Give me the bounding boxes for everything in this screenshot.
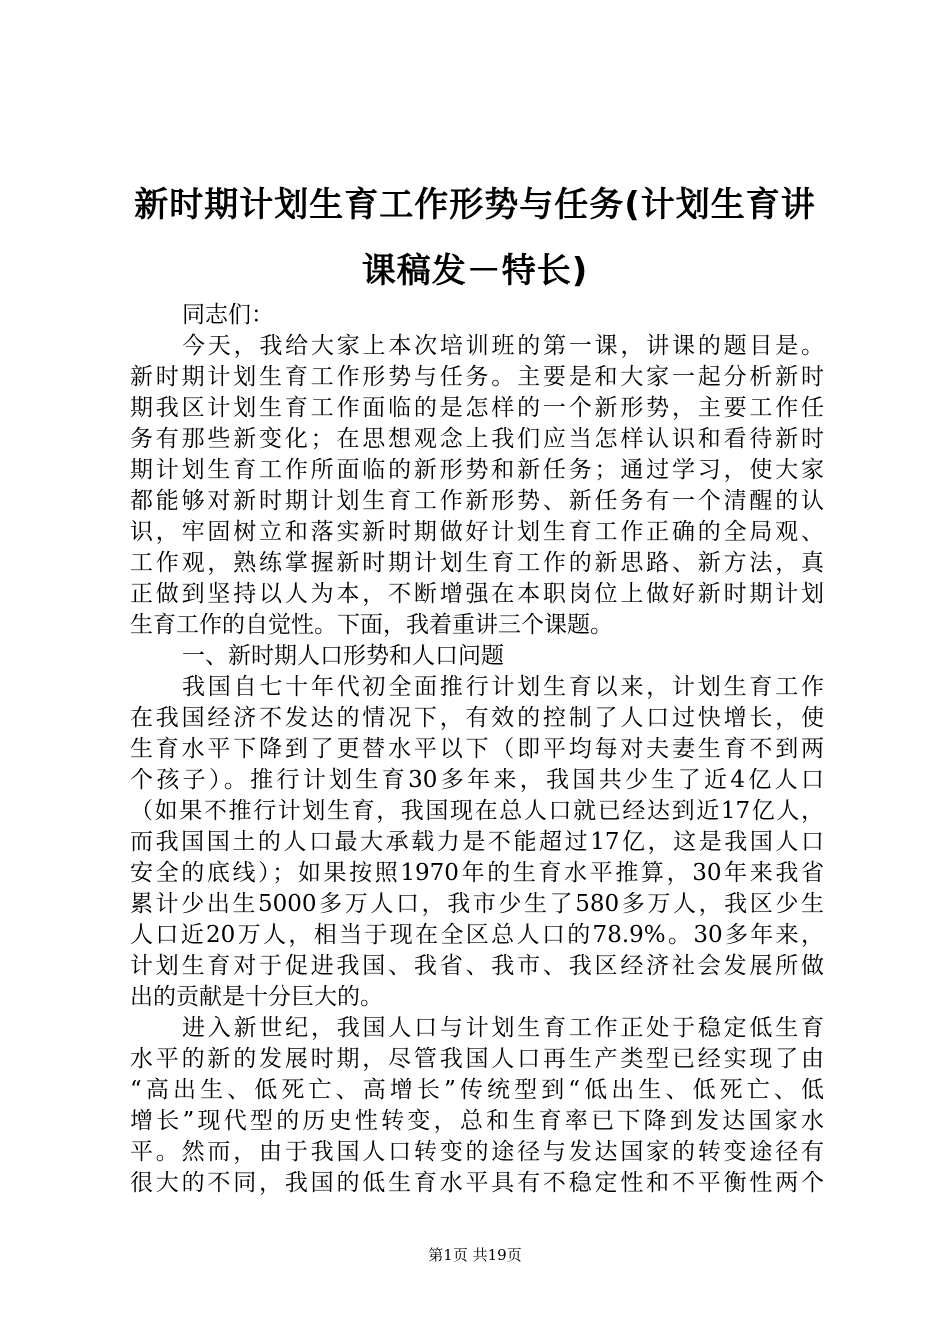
paragraph-line: 计划生育对于促进我国、我省、我市、我区经济社会发展所做 [130,953,824,979]
paragraph-line: 都能够对新时期计划生育工作新形势、新任务有一个清醒的认 [130,488,824,514]
paragraph-line: 期计划生育工作所面临的新形势和新任务；通过学习，使大家 [130,457,824,483]
paragraph-line: 务有那些新变化；在思想观念上我们应当怎样认识和看待新时 [130,426,824,452]
paragraph-line: 平。然而，由于我国人口转变的途径与发达国家的转变途径有 [130,1139,824,1165]
paragraph-line: 人口近20万人，相当于现在全区总人口的78.9%。30多年来， [130,922,824,948]
paragraph-line: 出的贡献是十分巨大的。 [130,984,383,1010]
paragraph-line: 今天，我给大家上本次培训班的第一课，讲课的题目是。 [182,333,824,359]
paragraph-line: 我国自七十年代初全面推行计划生育以来，计划生育工作 [182,674,824,700]
paragraph-line: 识，牢固树立和落实新时期做好计划生育工作正确的全局观、 [130,519,824,545]
page-footer: 第1页 共19页 [428,1246,522,1264]
paragraph-line: 而我国国土的人口最大承载力是不能超过17亿，这是我国人口 [130,829,824,855]
paragraph-line: “高出生、低死亡、高增长”传统型到“低出生、低死亡、低 [130,1077,824,1103]
paragraph-line: 生育水平下降到了更替水平以下（即平均每对夫妻生育不到两 [130,736,824,762]
paragraph-line: 进入新世纪，我国人口与计划生育工作正处于稳定低生育 [182,1015,824,1041]
paragraph-line: 生育工作的自觉性。下面，我着重讲三个课题。 [130,612,613,638]
paragraph-line: 工作观，熟练掌握新时期计划生育工作的新思路、新方法，真 [130,550,824,576]
title-line: 新时期计划生育工作形势与任务(计划生育讲 [134,185,816,225]
salutation: 同志们： [182,302,274,328]
paragraph-line: 很大的不同，我国的低生育水平具有不稳定性和不平衡性两个 [130,1170,824,1196]
title-line: 课稿发－特长) [361,251,589,291]
paragraph-line: 安全的底线）；如果按照1970年的生育水平推算，30年来我省 [130,860,824,886]
paragraph-line: 增长”现代型的历史性转变，总和生育率已下降到发达国家水 [130,1108,824,1134]
paragraph-line: 期我区计划生育工作面临的是怎样的一个新形势，主要工作任 [130,395,824,421]
paragraph-line: 累计少出生5000多万人口，我市少生了580多万人，我区少生 [130,891,824,917]
paragraph-line: （如果不推行计划生育，我国现在总人口就已经达到近17亿人， [130,798,824,824]
paragraph-line: 个孩子）。推行计划生育30多年来，我国共少生了近4亿人口 [130,767,824,793]
document-body [130,300,824,1199]
paragraph-line: 正做到坚持以人为本，不断增强在本职岗位上做好新时期计划 [130,581,824,607]
paragraph-line: 水平的新的发展时期，尽管我国人口再生产类型已经实现了由 [130,1046,824,1072]
section-heading: 一、新时期人口形势和人口问题 [182,643,504,669]
paragraph-line: 在我国经济不发达的情况下，有效的控制了人口过快增长，使 [130,705,824,731]
document-title [110,172,840,304]
paragraph-line: 新时期计划生育工作形势与任务。主要是和大家一起分析新时 [130,364,824,390]
